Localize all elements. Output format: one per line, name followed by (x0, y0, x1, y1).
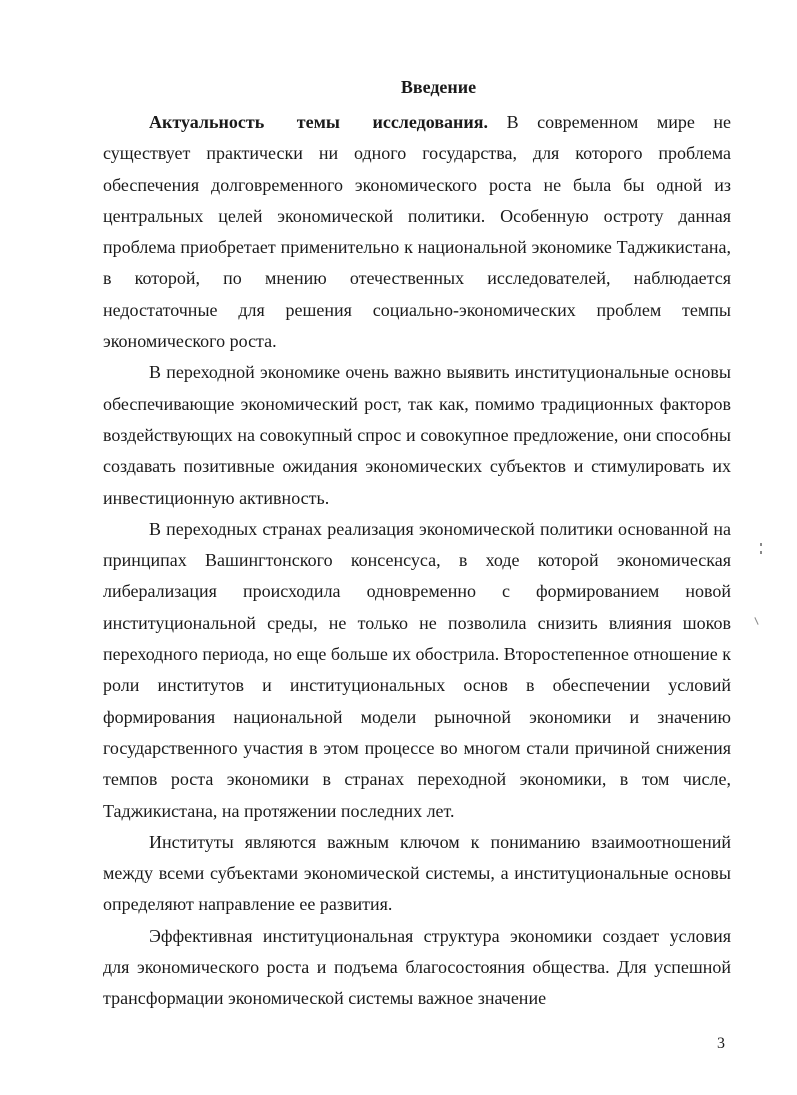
paragraph-institutions-key: Институты являются важным ключом к пониманию взаимоотношений между всеми субъектами экономической системы, а институциональные основы определяют направление ее развития. (103, 831, 731, 915)
paragraph-lead-heading: Актуальность темы исследования. (149, 112, 489, 132)
page-number: 3 (717, 1035, 725, 1052)
scan-artifact (760, 551, 762, 554)
paragraph-relevance (103, 107, 731, 357)
paragraph-text: В современном мире не существует практически ни одного государства, для которого проблема обеспечения долговременного экономического роста не была бы одной из центральных целей экономической политики. Особенную остроту данная проблема приобретает применительно к национальной экономике Таджикистана, в которой, по мнению отечественных исследователей, наблюдается недостаточные для решения социально-экономических проблем темпы экономического роста. (103, 112, 732, 352)
paragraph-effective-structure: Эффективная институциональная структура экономики создает условия для экономического роста и подъема благосостояния общества. Для успешной трансформации экономической системы важное значение (103, 925, 731, 1009)
scan-artifact (754, 617, 758, 625)
body-text (103, 107, 731, 1015)
paragraph-institutional-foundations: В переходной экономике очень важно выявить институциональные основы обеспечивающие экономический рост, так как, помимо традиционных факторов воздействующих на совокупный спрос и совокупное предложение, они способны создавать позитивные ожидания экономических субъектов и стимулировать их инвестиционную активность. (103, 362, 731, 508)
section-title: Введение (400, 77, 477, 97)
scan-artifact (760, 543, 762, 546)
paragraph-transition-countries: В переходных странах реализация экономической политики основанной на принципах Вашингтонского консенсуса, в ходе которой экономическая либерализация происходила одновременно с формированием новой институциональной среды, не только не позволила снизить влияния шоков переходного периода, но еще больше их обострила. Второстепенное отношение к роли институтов и институциональных основ в обеспечении условий формирования национальной модели рыночной экономики и значению государственного участия в этом процессе во многом стали причиной снижения темпов роста экономики в странах переходной экономики, в том числе, Таджикистана, на протяжении последних лет. (103, 518, 731, 821)
